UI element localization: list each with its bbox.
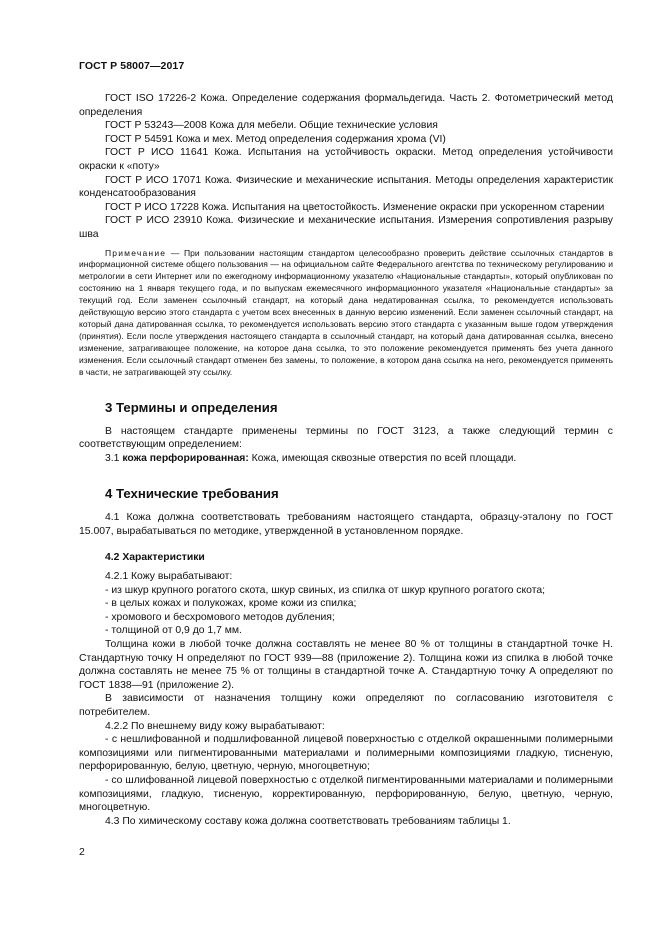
running-header: ГОСТ Р 58007—2017: [79, 60, 185, 72]
note-text: — При пользовании настоящим стандартом целесообразно проверить действие ссылочных стандартов в информационной системе общего пользования — на официальном сайте Федерального агентства по техническому регулированию и метрологии в сети Интернет или по ежегодному информационному указателю «Национальные стандарты», который опубликован по состоянию на 1 января текущего года, и по выпускам ежемесячного информационного указателя «Национальные стандарты» за текущий год. Если заменен ссылочный стандарт, на который дана недатированная ссылка, то рекомендуется использовать действующую версию этого стандарта с учетом всех внесенных в данную версию изменений. Если заменен ссылочный стандарт, на который дана датированная ссылка, то рекомендуется использовать версию этого стандарта с указанным выше годом утверждения (принятия). Если после утверждения настоящего стандарта в ссылочный стандарт, на который дана датированная ссылка, внесено изменение, затрагивающее положение, на которое дана ссылка, то это положение рекомендуется применять без учета данного изменения. Если ссылочный стандарт отменен без замены, то положение, в котором дана ссылка на него, рекомендуется применять в части, не затрагивающей эту ссылку.: [79, 247, 613, 377]
list-item: - в целых кожах и полукожах, кроме кожи из спилка;: [105, 598, 357, 610]
reference-item: ГОСТ Р ИСО 23910 Кожа. Физические и механические испытания. Измерения сопротивления разрыву шва: [79, 215, 613, 240]
list-item: - хромового и бесхромового методов дубления;: [105, 611, 335, 623]
section-4-heading: 4 Технические требования: [105, 486, 279, 502]
page-content: [79, 92, 613, 828]
clause-4-2-2: 4.2.2 По внешнему виду кожу вырабатывают:: [105, 720, 325, 732]
list-item: - толщиной от 0,9 до 1,7 мм.: [105, 625, 242, 637]
reference-item: ГОСТ Р 53243—2008 Кожа для мебели. Общие технические условия: [105, 120, 438, 132]
list-item: - из шкур крупного рогатого скота, шкур свиных, из спилка от шкур крупного рогатого скота;: [105, 584, 546, 596]
note-label: Примечание: [105, 247, 167, 258]
term-text: Кожа, имеющая сквозные отверстия по всей площади.: [248, 452, 517, 464]
note-paragraph: [79, 248, 613, 379]
subsection-4-2-heading: 4.2 Характеристики: [105, 552, 205, 564]
purpose-paragraph: В зависимости от назначения толщину кожи определяют по согласованию изготовителя с потребителем.: [79, 693, 613, 718]
section-3-intro: В настоящем стандарте применены термины по ГОСТ 3123, а также следующий термин с соответствующим определением:: [79, 425, 613, 451]
list-item: - с нешлифованной и подшлифованной лицевой поверхностью с отделкой окрашенными полимерными композициями или пигментированными материалами и полимерными композициями гладкую, тисненую, перфорированную, белую, цветную, черную, многоцветную;: [79, 734, 613, 773]
thickness-paragraph: Толщина кожи в любой точке должна составлять не менее 80 % от толщины в стандартной точке Н. Стандартную точку Н определяют по ГОСТ 939—88 (приложение 2). Толщина кожи из спилка в любой точке должна составлять не менее 75 % от толщины в стандартной точке А. Стандартную точку А определяют по ГОСТ 1838—91 (приложение 2).: [79, 639, 613, 691]
clause-4-3: 4.3 По химическому составу кожа должна соответствовать требованиям таблицы 1.: [105, 815, 511, 827]
page-number: 2: [79, 846, 85, 858]
reference-item: ГОСТ Р ИСО 17071 Кожа. Физические и механические испытания. Методы определения характеристик конденсатообразования: [79, 174, 613, 200]
clause-4-1: 4.1 Кожа должна соответствовать требованиям настоящего стандарта, образцу-эталону по ГОСТ 15.007, вырабатываться по методике, утвержденной в установленном порядке.: [79, 512, 613, 537]
reference-item: ГОСТ Р 54591 Кожа и мех. Метод определения содержания хрома (VI): [105, 133, 446, 145]
list-item: - со шлифованной лицевой поверхностью с отделкой пигментированными материалами и полимерными композициями, гладкую, тисненую, корректированную, перфорированную, белую, цветную, черную, многоцветную.: [79, 774, 613, 814]
term: кожа перфорированная:: [122, 452, 249, 464]
section-3-heading: 3 Термины и определения: [105, 399, 278, 415]
reference-item: ГОСТ Р ИСО 17228 Кожа. Испытания на цветостойкость. Изменение окраски при ускоренном старении: [105, 201, 605, 213]
reference-item: ГОСТ ISO 17226-2 Кожа. Определение содержания формальдегида. Часть 2. Фотометрический метод определения: [79, 93, 613, 118]
clause-4-2-1: 4.2.1 Кожу вырабатывают:: [105, 571, 233, 583]
reference-item: ГОСТ Р ИСО 11641 Кожа. Испытания на устойчивость окраски. Метод определения устойчивости окраски к «поту»: [79, 147, 613, 172]
term-definition: [79, 452, 613, 466]
term-number: 3.1: [105, 452, 123, 464]
